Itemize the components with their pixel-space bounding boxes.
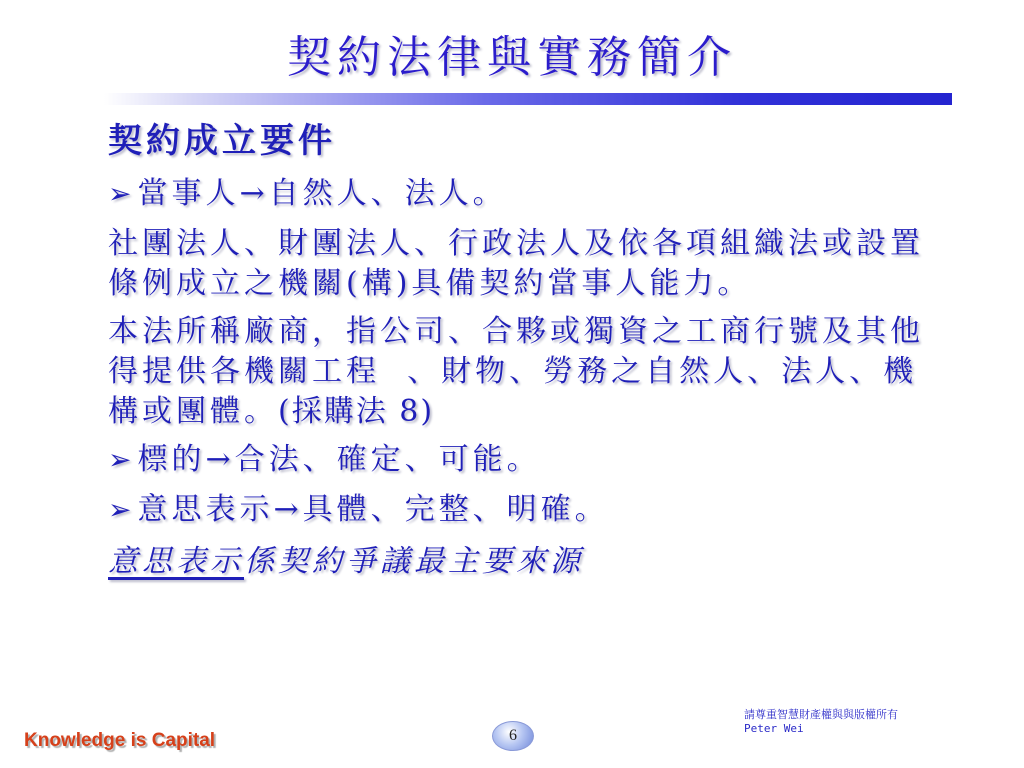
paragraph-legal-persons: 社團法人、財團法人、行政法人及依各項組織法或設置條例成立之機關(構)具備契約當事人能力。 [108,226,924,301]
arrow-bullet-icon: ➢ [108,177,136,210]
paragraph-vendor-definition [108,312,928,432]
page-number-badge: 6 [492,721,534,751]
author-name: Peter Wei [744,722,804,735]
law-citation: (採購法 8) [278,394,435,429]
copyright-line: 請尊重智慧財產權與與版權所有 [744,708,898,721]
title-divider-bar [104,93,952,105]
bullet-text: 當事人→自然人、法人。 [137,176,507,211]
arrow-bullet-icon: ➢ [108,443,136,476]
bullet-text: 標的→合法、確定、可能。 [137,442,541,477]
bullet-item-parties [108,172,928,216]
footer-tagline: Knowledge is Capital [24,730,216,751]
footer-copyright [744,708,898,736]
section-heading: 契約成立要件 [108,121,336,161]
bullet-item-intent [108,488,928,532]
emphasis-underlined-text: 意思表示 [108,544,244,579]
emphasis-text: 係契約爭議最主要來源 [244,544,584,579]
slide-title: 契約法律與實務簡介 [287,32,737,83]
arrow-bullet-icon: ➢ [108,493,136,526]
slide-content [108,116,928,584]
bullet-text: 意思表示→具體、完整、明確。 [137,492,609,527]
bullet-item-subject [108,438,928,482]
paragraph-text: 本法所稱廠商，指公司、合夥或獨資之工商行號及其他得提供各機關工程 、財物、勞務之自然人、法人、機構或團體。 [108,314,924,429]
emphasis-line [108,540,928,584]
